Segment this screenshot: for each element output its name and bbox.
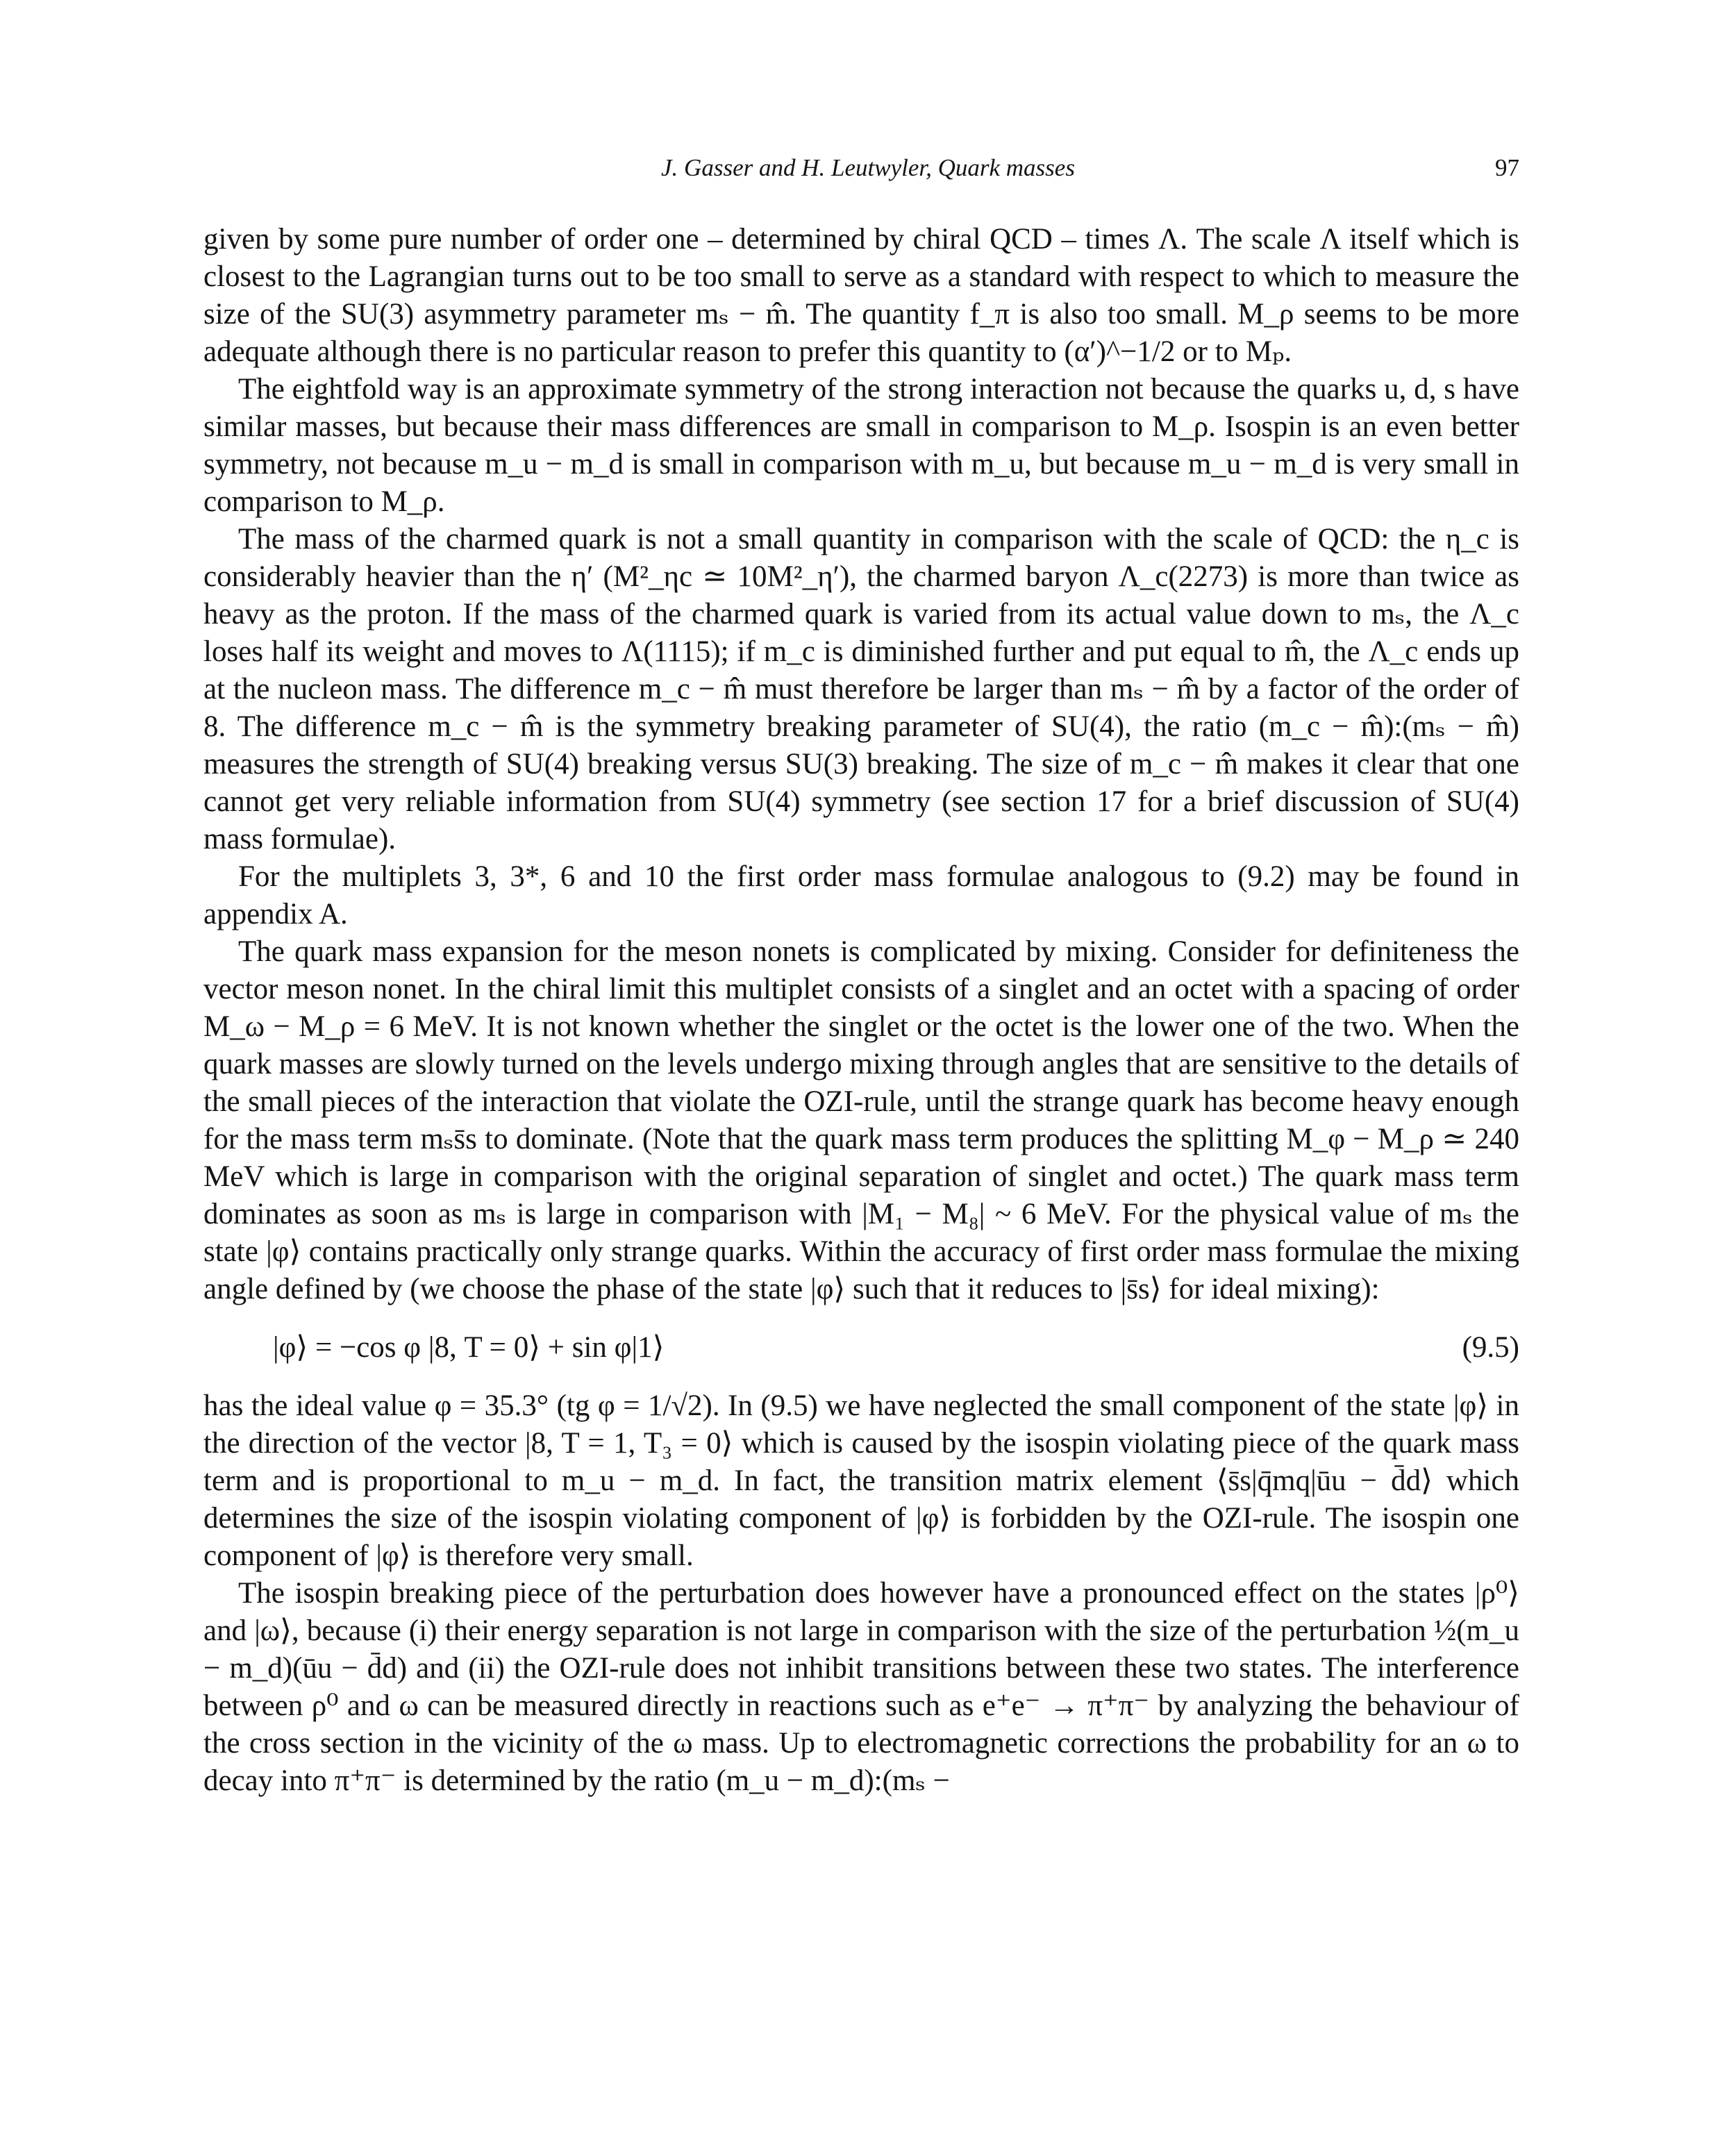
paragraph: For the multiplets 3, 3*, 6 and 10 the first order mass formulae analogous to (9.2) may be found in appendix A. — [203, 860, 1519, 930]
equation-9-5 — [203, 1329, 1519, 1367]
running-title: J. Gasser and H. Leutwyler, Quark masses — [661, 154, 1075, 181]
paragraph: has the ideal value φ = 35.3° (tg φ = 1/√2). In (9.5) we have neglected the small component of the state |φ⟩ in the direction of the vector |8, T = 1, T₃ = 0⟩ which is caused by the isospin violating piece of the quark mass term and is proportional to m_u − m_d. In fact, the transition matrix element ⟨s̄s|q̄mq|ūu − d̄d⟩ which determines the size of the isospin violating component of |φ⟩ is forbidden by the OZI-rule. The isospin one component of |φ⟩ is therefore very small. — [203, 1389, 1519, 1572]
paragraph: The mass of the charmed quark is not a small quantity in comparison with the scale of QCD: the η_c is considerably heavier than the η′ (M²_ηc ≃ 10M²_η′), the charmed baryon Λ_c(2273) is more than twice as heavy as the proton. If the mass of the charmed quark is varied from its actual value down to mₛ, the Λ_c loses half its weight and moves to Λ(1115); if m_c is diminished further and put equal to m̂, the Λ_c ends up at the nucleon mass. The difference m_c − m̂ must therefore be larger than mₛ − m̂ by a factor of the order of 8. The difference m_c − m̂ is the symmetry breaking parameter of SU(4), the ratio (m_c − m̂):(mₛ − m̂) measures the strength of SU(4) breaking versus SU(3) breaking. The size of m_c − m̂ makes it clear that one cannot get very reliable information from SU(4) symmetry (see section 17 for a brief discussion of SU(4) mass formulae). — [203, 523, 1519, 855]
equation-label: (9.5) — [1462, 1331, 1519, 1364]
body-text — [203, 221, 1519, 1800]
paragraph: The isospin breaking piece of the perturbation does however have a pronounced effect on the states |ρ⁰⟩ and |ω⟩, because (i) their energy separation is not large in comparison with the size of the perturbation ½(m_u − m_d)(ūu − d̄d) and (ii) the OZI-rule does not inhibit transitions between these two states. The interference between ρ⁰ and ω can be measured directly in reactions such as e⁺e⁻ → π⁺π⁻ by analyzing the behaviour of the cross section in the vicinity of the ω mass. Up to electromagnetic corrections the probability for an ω to decay into π⁺π⁻ is determined by the ratio (m_u − m_d):(mₛ − — [203, 1577, 1519, 1797]
paragraph: given by some pure number of order one – determined by chiral QCD – times Λ. The scale Λ itself which is closest to the Lagrangian turns out to be too small to serve as a standard with respect to which to measure the size of the SU(3) asymmetry parameter mₛ − m̂. The quantity f_π is also too small. M_ρ seems to be more adequate although there is no particular reason to prefer this quantity to (α′)^−1/2 or to Mₚ. — [203, 223, 1519, 368]
equation-body: |φ⟩ = −cos φ |8, T = 0⟩ + sin φ|1⟩ — [273, 1331, 665, 1364]
paragraph: The quark mass expansion for the meson nonets is complicated by mixing. Consider for definiteness the vector meson nonet. In the chiral limit this multiplet consists of a singlet and an octet with a spacing of order M_ω − M_ρ = 6 MeV. It is not known whether the singlet or the octet is the lower one of the two. When the quark masses are slowly turned on the levels undergo mixing through angles that are sensitive to the details of the small pieces of the interaction that violate the OZI-rule, until the strange quark has become heavy enough for the mass term mₛs̄s to dominate. (Note that the quark mass term produces the splitting M_φ − M_ρ ≃ 240 MeV which is large in comparison with the original separation of singlet and octet.) The quark mass term dominates as soon as mₛ is large in comparison with |M₁ − M₈| ~ 6 MeV. For the physical value of mₛ the state |φ⟩ contains practically only strange quarks. Within the accuracy of first order mass formulae the mixing angle defined by (we choose the phase of the state |φ⟩ such that it reduces to |s̄s⟩ for ideal mixing): — [203, 935, 1519, 1305]
paragraph: The eightfold way is an approximate symmetry of the strong interaction not because the quarks u, d, s have similar masses, but because their mass differences are small in comparison to M_ρ. Isospin is an even better symmetry, not because m_u − m_d is small in comparison with m_u, but because m_u − m_d is very small in comparison to M_ρ. — [203, 373, 1519, 518]
page-number: 97 — [1495, 154, 1519, 181]
